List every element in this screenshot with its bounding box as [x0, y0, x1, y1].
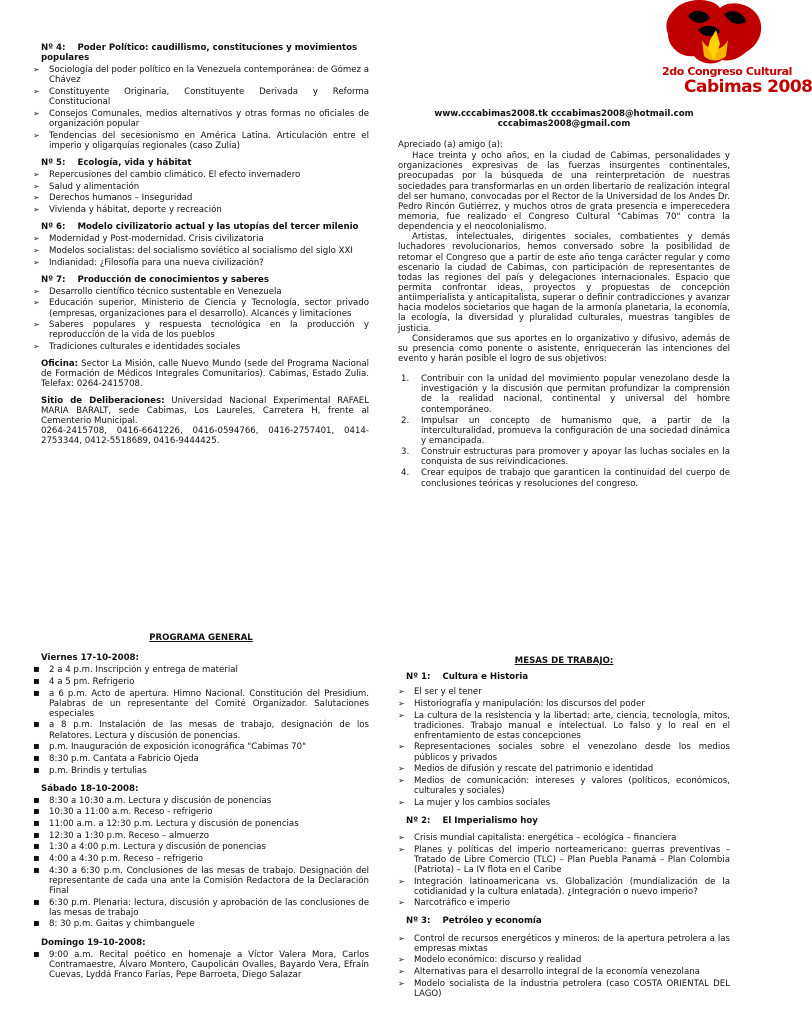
schedule-item: ▪ 12:30 a 1:30 p.m. Receso – almuerzo [33, 831, 369, 841]
section-7-list [33, 287, 369, 352]
list-item: ➢ Planes y políticas del imperio norteamericano: guerras preventivas – Tratado de Libre Comercio (TLC) – Plan Puebla Panamá – Plan Colombia (Patriota) – La IV flota en el Caribe [398, 845, 730, 875]
list-item: ➢ Saberes populares y respuesta tecnológica en la producción y reproducción de la vida de los pueblos [33, 320, 369, 340]
schedule-item: ▪ 4 a 5 pm. Refrigerio [33, 677, 369, 687]
programa-general [33, 633, 369, 982]
list-item: ➢ El ser y el tener [398, 687, 730, 697]
list-item: ➢ Tendencias del secesionismo en América Latina. Articulación entre el imperio y oligarquías regionales (caso Zulia) [33, 131, 369, 151]
mesas-de-trabajo [398, 656, 730, 1000]
list-item: ➢ Crisis mundial capitalista: energética – ecológica – financiera [398, 833, 730, 843]
list-item: ➢ Narcotráfico e imperio [398, 898, 730, 908]
venue-info: Sitio de Deliberaciones: Universidad Nacional Experimental RAFAEL MARIA BARALT, sede Cabimas, Los Laureles, Carretera H, frente al Cementerio Municipal. [41, 395, 369, 426]
list-item: ➢ Repercusiones del cambio climático. El efecto invernadero [33, 170, 369, 180]
schedule-item: ▪ a 6 p.m. Acto de apertura. Himno Nacional. Constitución del Presidium. Palabras de un representante del Comité Organizador. Salutaciones especiales [33, 689, 369, 719]
list-item: ➢ Sociología del poder político en la Venezuela contemporánea: de Gómez a Chávez [33, 65, 369, 85]
list-item: 3. Construir estructuras para promover y apoyar las luchas sociales en la conquista de sus reivindicaciones. [401, 447, 730, 468]
list-item: ➢ Tradiciones culturales e identidades sociales [33, 342, 369, 352]
letter-paragraph-2: Artistas, intelectuales, dirigentes sociales, combatientes y demás luchadores revolucionarios, hemos conversado sobre la posibilidad de retomar el Congreso que a partir de este año tenga carácter regular y como escenario la ciudad de Cabimas, con participación de representantes de todas las regiones del país y delegaciones internacionales. Espacio que permita confrontar ideas, proyectos y propuestas de concepción antiimperialista y anticapitalista, superar o definir contradicciones y avanzar hacia modelos societarios que hagan de la armonía planetaria, la economía, la ecología, la diversidad y pluralidad culturales, muestras tangibles de justicia. [398, 232, 730, 334]
letter-paragraph-1: Hace treinta y ocho años, en la ciudad de Cabimas, personalidades y organizaciones expresivas de las fuerzas insurgentes continentales, preocupadas por la búsqueda de una reinterpretación de nuestras sociedades para transformarlas en un orden libertario de realización integral del ser humano, convocadas por el Rector de la Universidad de los Andes Dr. Pedro Rincón Gutiérrez, y muchos otros de grata presencia e imperecedera memoria, fue realizado el Congreso Cultural "Cabimas 70" contra la dependencia y el neocolonialismo. [398, 151, 730, 233]
section-4-heading: Nº 4: Poder Político: caudillismo, constituciones y movimientos populares [41, 43, 358, 64]
list-item: ➢ Medios de difusión y rescate del patrimonio e identidad [398, 764, 730, 774]
schedule-item: ▪ 10:30 a 11:00 a.m. Receso - refrigerio [33, 807, 369, 817]
schedule-item: ▪ 1:30 a 4:00 p.m. Lectura y discusión de ponencias [33, 842, 369, 852]
invitation-letter [398, 140, 730, 490]
list-item: ➢ Modelo económico: discurso y realidad [398, 955, 730, 965]
schedule-item: ▪ a 8 p.m. Instalación de las mesas de trabajo, designación de los Relatores. Lectura y discusión de ponencias. [33, 720, 369, 740]
list-item: ➢ La cultura de la resistencia y la libertad: arte, ciencia, tecnología, mitos, tradiciones. Trabajo manual e intelectual. Lo falso y lo real en el enfrentamiento de estas concepciones [398, 711, 730, 741]
flame-icon [666, 0, 761, 63]
list-item: ➢ Consejos Comunales, medios alternativos y otras formas no oficiales de organización popular [33, 109, 369, 129]
schedule-item: ▪ 4:30 a 6:30 p.m. Conclusiones de las mesas de trabajo. Designación del representante de cada una ante la Comisión Redactora de la Declaración Final [33, 866, 369, 896]
schedule-item: ▪ p.m. Brindis y tertulias [33, 766, 369, 776]
list-item: 4. Crear equipos de trabajo que garanticen la continuidad del cuerpo de conclusiones teóricas y resoluciones del congreso. [401, 468, 730, 489]
logo-text-line1: 2do Congreso Cultural [662, 65, 793, 78]
list-item: ➢ La mujer y los cambios sociales [398, 798, 730, 808]
list-item: 1. Contribuir con la unidad del movimiento popular venezolano desde la investigación y la discusión que permitan profundizar la comprensión de la realidad nacional, continental y universal del hombre contemporáneo. [401, 374, 730, 415]
section-4-list [33, 65, 369, 151]
section-5-heading: Nº 5: Ecología, vida y hábitat [41, 157, 192, 168]
day-heading: Viernes 17-10-2008: [41, 653, 139, 664]
day-1-schedule [33, 665, 369, 775]
schedule-item: ▪ 6:30 p.m. Plenaria: lectura, discusión y aprobación de las conclusiones de las mesas de trabajo [33, 898, 369, 918]
logo-text-line2: Cabimas 2008 [684, 77, 812, 97]
mesa-1-heading: Nº 1: Cultura e Historia [406, 672, 529, 683]
list-item: ➢ Educación superior, Ministerio de Ciencia y Tecnología, sector privado (empresas, organizaciones para el desarrollo). Alcances y limitaciones [33, 298, 369, 318]
schedule-item: ▪ 9:00 a.m. Recital poético en homenaje a Víctor Valera Mora, Carlos Contramaestre, Álvaro Montero, Caupolicán Ovalles, Bayardo Vera, Efraín Cuevas, Lyddá Franco Farías, Pepe Barroeta, Diego Salazar [33, 950, 369, 980]
contact-web-email: www.cccabimas2008.tk cccabimas2008@hotmail.com [434, 109, 694, 119]
letter-paragraph-3: Consideramos que sus aportes en lo organizativo y difusivo, además de su presencia como ponente o asistente, enriquecerán las intenciones del evento y harán posible el logro de sus objetivos: [398, 333, 730, 364]
mesa-2-heading: Nº 2: El Imperialismo hoy [406, 815, 538, 826]
list-item: ➢ Historiografía y manipulación: los discursos del poder [398, 699, 730, 709]
schedule-item: ▪ 11:00 a.m. a 12:30 p.m. Lectura y discusión de ponencias [33, 819, 369, 829]
programa-title: PROGRAMA GENERAL [149, 633, 253, 643]
schedule-item: ▪ 4:00 a 4:30 p.m. Receso – refrigerio [33, 854, 369, 864]
schedule-item: ▪ 8:30 a 10:30 a.m. Lectura y discusión de ponencias [33, 796, 369, 806]
mesa-1-list [398, 687, 730, 808]
schedule-item: ▪ 8:30 p.m. Cantata a Fabricio Ojeda [33, 754, 369, 764]
section-6-list [33, 234, 369, 267]
office-info: Oficina: Sector La Misión, calle Nuevo Mundo (sede del Programa Nacional de Formación de Médicos Integrales Comunitarios). Cabimas, Estado Zulia. Telefax: 0264-2415708. [41, 359, 369, 390]
day-heading: Domingo 19-10-2008: [41, 937, 146, 948]
objectives-list [398, 374, 730, 489]
day-3-schedule [33, 950, 369, 980]
mesa-3-list [398, 934, 730, 999]
list-item: ➢ Salud y alimentación [33, 182, 369, 192]
list-item: ➢ Representaciones sociales sobre el venezolano desde los medios públicos y privados [398, 742, 730, 762]
list-item: ➢ Derechos humanos – Inseguridad [33, 193, 369, 203]
contact-info [398, 109, 730, 129]
mesa-2-list [398, 833, 730, 908]
list-item: ➢ Control de recursos energéticos y mineros: de la apertura petrolera a las empresas mixtas [398, 934, 730, 954]
day-2-schedule [33, 796, 369, 930]
section-7-heading: Nº 7: Producción de conocimientos y saberes [41, 274, 269, 285]
list-item: ➢ Alternativas para el desarrollo integral de la economía venezolana [398, 967, 730, 977]
schedule-item: ▪ p.m. Inauguración de exposición iconográfica "Cabimas 70" [33, 742, 369, 752]
list-item: ➢ Modernidad y Post-modernidad. Crisis civilizatoria [33, 234, 369, 244]
list-item: ➢ Medios de comunicación: intereses y valores (políticos, económicos, culturales y sociales) [398, 776, 730, 796]
mesa-3-heading: Nº 3: Petróleo y economía [406, 916, 542, 927]
list-item: ➢ Constituyente Originaria, Constituyente Derivada y Reforma Constitucional [33, 87, 369, 107]
greeting: Apreciado (a) amigo (a): [398, 140, 503, 150]
left-top-column [33, 40, 369, 446]
list-item: ➢ Integración latinoamericana vs. Globalización (mundialización de la cotidianidad y la cultura enlatada). ¿Integración o nuevo imperio? [398, 877, 730, 897]
list-item: ➢ Modelo socialista de la industria petrolera (caso COSTA ORIENTAL DEL LAGO) [398, 979, 730, 999]
list-item: ➢ Vivienda y hábitat, deporte y recreación [33, 205, 369, 215]
day-heading: Sábado 18-10-2008: [41, 783, 139, 794]
schedule-item: ▪ 2 a 4 p.m. Inscripción y entrega de material [33, 665, 369, 675]
schedule-item: ▪ 8: 30 p.m. Gaitas y chimbanguele [33, 919, 369, 929]
section-5-list [33, 170, 369, 215]
list-item: 2. Impulsar un concepto de humanismo que, a partir de la interculturalidad, promueva la configuración de una sociedad dinámica y emancipada. [401, 415, 730, 446]
list-item: ➢ Modelos socialistas: del socialismo soviético al socialismo del siglo XXI [33, 246, 369, 256]
phone-numbers: 0264-2415708, 0416-6641226, 0416-0594766, 0416-2757401, 0414-2753344, 0412-5518689, 0416-9444425. [41, 426, 369, 447]
contact-email-2: cccabimas2008@gmail.com [497, 119, 631, 130]
section-6-heading: Nº 6: Modelo civilizatorio actual y las utopías del tercer milenio [41, 222, 359, 233]
list-item: ➢ Indianidad: ¿Filosofía para una nueva civilización? [33, 258, 369, 268]
list-item: ➢ Desarrollo científico técnico sustentable en Venezuela [33, 287, 369, 297]
mesas-title: MESAS DE TRABAJO: [514, 656, 614, 666]
